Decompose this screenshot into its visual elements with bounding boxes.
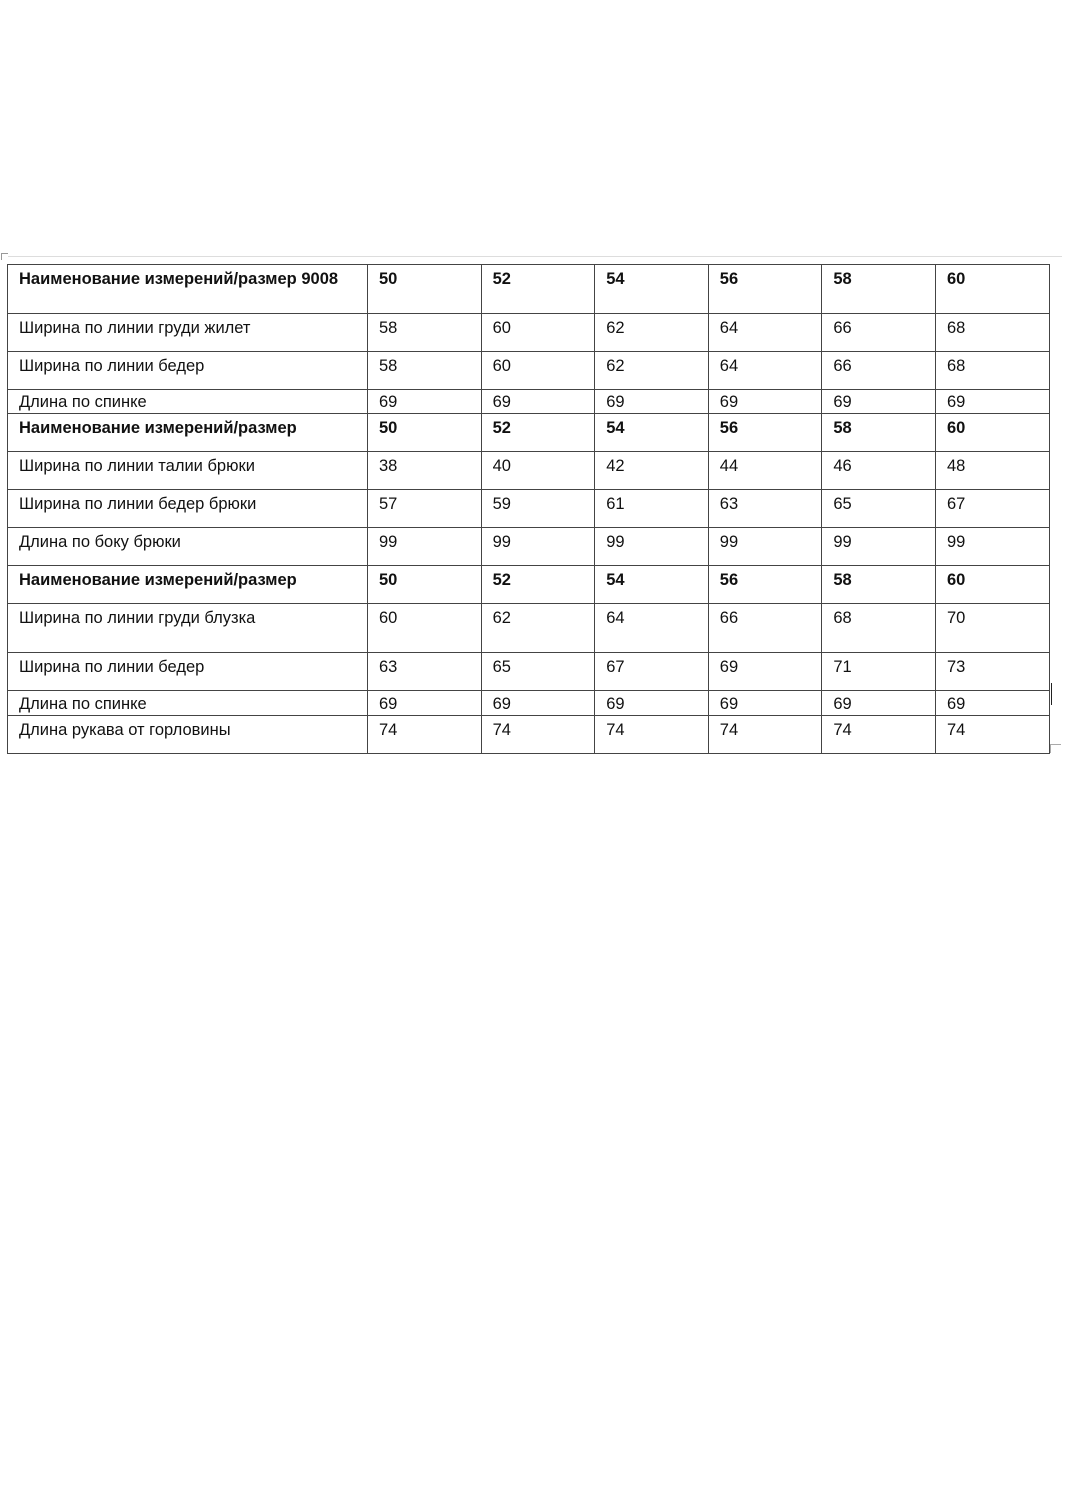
measurement-label: Длина по боку брюки bbox=[8, 528, 368, 566]
measurement-value-cell: 67 bbox=[595, 653, 709, 691]
measurement-value-cell: 68 bbox=[822, 604, 936, 653]
measurement-value-cell: 65 bbox=[822, 490, 936, 528]
table-row bbox=[8, 528, 1050, 566]
measurement-value-cell: 99 bbox=[481, 528, 595, 566]
measurement-value-cell: 57 bbox=[368, 490, 482, 528]
size-header-cell: 60 bbox=[935, 414, 1049, 452]
measurement-header-label: Наименование измерений/размер bbox=[8, 566, 368, 604]
measurement-value-cell: 74 bbox=[368, 716, 482, 754]
measurement-label: Длина рукава от горловины bbox=[8, 716, 368, 754]
size-header-cell: 52 bbox=[481, 566, 595, 604]
measurement-label: Ширина по линии груди жилет bbox=[8, 314, 368, 352]
table-row bbox=[8, 352, 1050, 390]
measurement-value-cell: 70 bbox=[935, 604, 1049, 653]
measurement-value-cell: 99 bbox=[822, 528, 936, 566]
measurement-value-cell: 99 bbox=[708, 528, 822, 566]
measurement-value-cell: 44 bbox=[708, 452, 822, 490]
table-row bbox=[8, 653, 1050, 691]
measurement-value-cell: 62 bbox=[481, 604, 595, 653]
measurement-label: Ширина по линии бедер брюки bbox=[8, 490, 368, 528]
size-header-cell: 50 bbox=[368, 414, 482, 452]
measurement-value-cell: 66 bbox=[822, 352, 936, 390]
measurement-value-cell: 66 bbox=[822, 314, 936, 352]
measurement-value-cell: 63 bbox=[368, 653, 482, 691]
measurement-value-cell: 69 bbox=[935, 390, 1049, 414]
size-header-cell: 54 bbox=[595, 265, 709, 314]
size-header-cell: 58 bbox=[822, 414, 936, 452]
section-header-row bbox=[8, 414, 1050, 452]
measurement-value-cell: 60 bbox=[481, 352, 595, 390]
size-header-cell: 52 bbox=[481, 265, 595, 314]
measurement-value-cell: 40 bbox=[481, 452, 595, 490]
measurement-value-cell: 74 bbox=[595, 716, 709, 754]
size-header-cell: 60 bbox=[935, 265, 1049, 314]
measurement-label: Длина по спинке bbox=[8, 691, 368, 716]
measurement-value-cell: 69 bbox=[708, 691, 822, 716]
table-row bbox=[8, 691, 1050, 716]
measurement-value-cell: 60 bbox=[368, 604, 482, 653]
measurement-value-cell: 99 bbox=[935, 528, 1049, 566]
measurement-value-cell: 99 bbox=[595, 528, 709, 566]
size-header-cell: 56 bbox=[708, 265, 822, 314]
measurement-value-cell: 66 bbox=[708, 604, 822, 653]
size-header-cell: 54 bbox=[595, 566, 709, 604]
measurement-value-cell: 69 bbox=[481, 390, 595, 414]
measurement-value-cell: 68 bbox=[935, 314, 1049, 352]
text-cursor bbox=[1051, 683, 1052, 705]
measurement-value-cell: 69 bbox=[822, 691, 936, 716]
size-header-cell: 54 bbox=[595, 414, 709, 452]
measurement-value-cell: 69 bbox=[481, 691, 595, 716]
size-header-cell: 58 bbox=[822, 265, 936, 314]
measurement-value-cell: 69 bbox=[822, 390, 936, 414]
measurement-value-cell: 69 bbox=[595, 691, 709, 716]
measurement-label: Ширина по линии талии брюки bbox=[8, 452, 368, 490]
measurement-value-cell: 74 bbox=[935, 716, 1049, 754]
measurement-value-cell: 64 bbox=[595, 604, 709, 653]
measurement-value-cell: 61 bbox=[595, 490, 709, 528]
size-header-cell: 50 bbox=[368, 265, 482, 314]
measurement-value-cell: 67 bbox=[935, 490, 1049, 528]
size-header-cell: 52 bbox=[481, 414, 595, 452]
measurement-value-cell: 46 bbox=[822, 452, 936, 490]
measurement-value-cell: 73 bbox=[935, 653, 1049, 691]
section-header-row bbox=[8, 265, 1050, 314]
measurement-value-cell: 38 bbox=[368, 452, 482, 490]
measurement-value-cell: 74 bbox=[822, 716, 936, 754]
measurement-value-cell: 74 bbox=[708, 716, 822, 754]
measurement-value-cell: 62 bbox=[595, 314, 709, 352]
measurement-value-cell: 69 bbox=[368, 691, 482, 716]
measurement-value-cell: 64 bbox=[708, 352, 822, 390]
measurement-value-cell: 69 bbox=[708, 390, 822, 414]
table-row bbox=[8, 716, 1050, 754]
measurement-value-cell: 63 bbox=[708, 490, 822, 528]
measurement-label: Ширина по линии бедер bbox=[8, 653, 368, 691]
size-header-cell: 56 bbox=[708, 414, 822, 452]
table-row bbox=[8, 604, 1050, 653]
measurement-value-cell: 48 bbox=[935, 452, 1049, 490]
measurement-value-cell: 65 bbox=[481, 653, 595, 691]
size-header-cell: 56 bbox=[708, 566, 822, 604]
table-move-handle[interactable] bbox=[1, 253, 8, 260]
table-row bbox=[8, 490, 1050, 528]
measurement-label: Ширина по линии груди блузка bbox=[8, 604, 368, 653]
size-header-cell: 50 bbox=[368, 566, 482, 604]
measurement-value-cell: 69 bbox=[595, 390, 709, 414]
measurement-label: Ширина по линии бедер bbox=[8, 352, 368, 390]
measurement-value-cell: 74 bbox=[481, 716, 595, 754]
table-row bbox=[8, 314, 1050, 352]
measurement-header-label: Наименование измерений/размер bbox=[8, 414, 368, 452]
measurement-value-cell: 68 bbox=[935, 352, 1049, 390]
size-header-cell: 60 bbox=[935, 566, 1049, 604]
size-header-cell: 58 bbox=[822, 566, 936, 604]
measurement-label: Длина по спинке bbox=[8, 390, 368, 414]
measurement-value-cell: 62 bbox=[595, 352, 709, 390]
size-chart-table bbox=[7, 264, 1050, 754]
measurement-value-cell: 99 bbox=[368, 528, 482, 566]
measurement-value-cell: 60 bbox=[481, 314, 595, 352]
measurement-value-cell: 64 bbox=[708, 314, 822, 352]
measurement-value-cell: 58 bbox=[368, 314, 482, 352]
measurement-value-cell: 69 bbox=[935, 691, 1049, 716]
table-row bbox=[8, 452, 1050, 490]
measurement-value-cell: 69 bbox=[708, 653, 822, 691]
page-margin-guide bbox=[8, 256, 1062, 257]
measurement-value-cell: 42 bbox=[595, 452, 709, 490]
measurement-value-cell: 69 bbox=[368, 390, 482, 414]
measurement-value-cell: 58 bbox=[368, 352, 482, 390]
measurement-header-label: Наименование измерений/размер 9008 bbox=[8, 265, 368, 314]
measurement-value-cell: 59 bbox=[481, 490, 595, 528]
table-resize-handle[interactable] bbox=[1050, 744, 1061, 753]
measurement-value-cell: 71 bbox=[822, 653, 936, 691]
table-row bbox=[8, 390, 1050, 414]
section-header-row bbox=[8, 566, 1050, 604]
